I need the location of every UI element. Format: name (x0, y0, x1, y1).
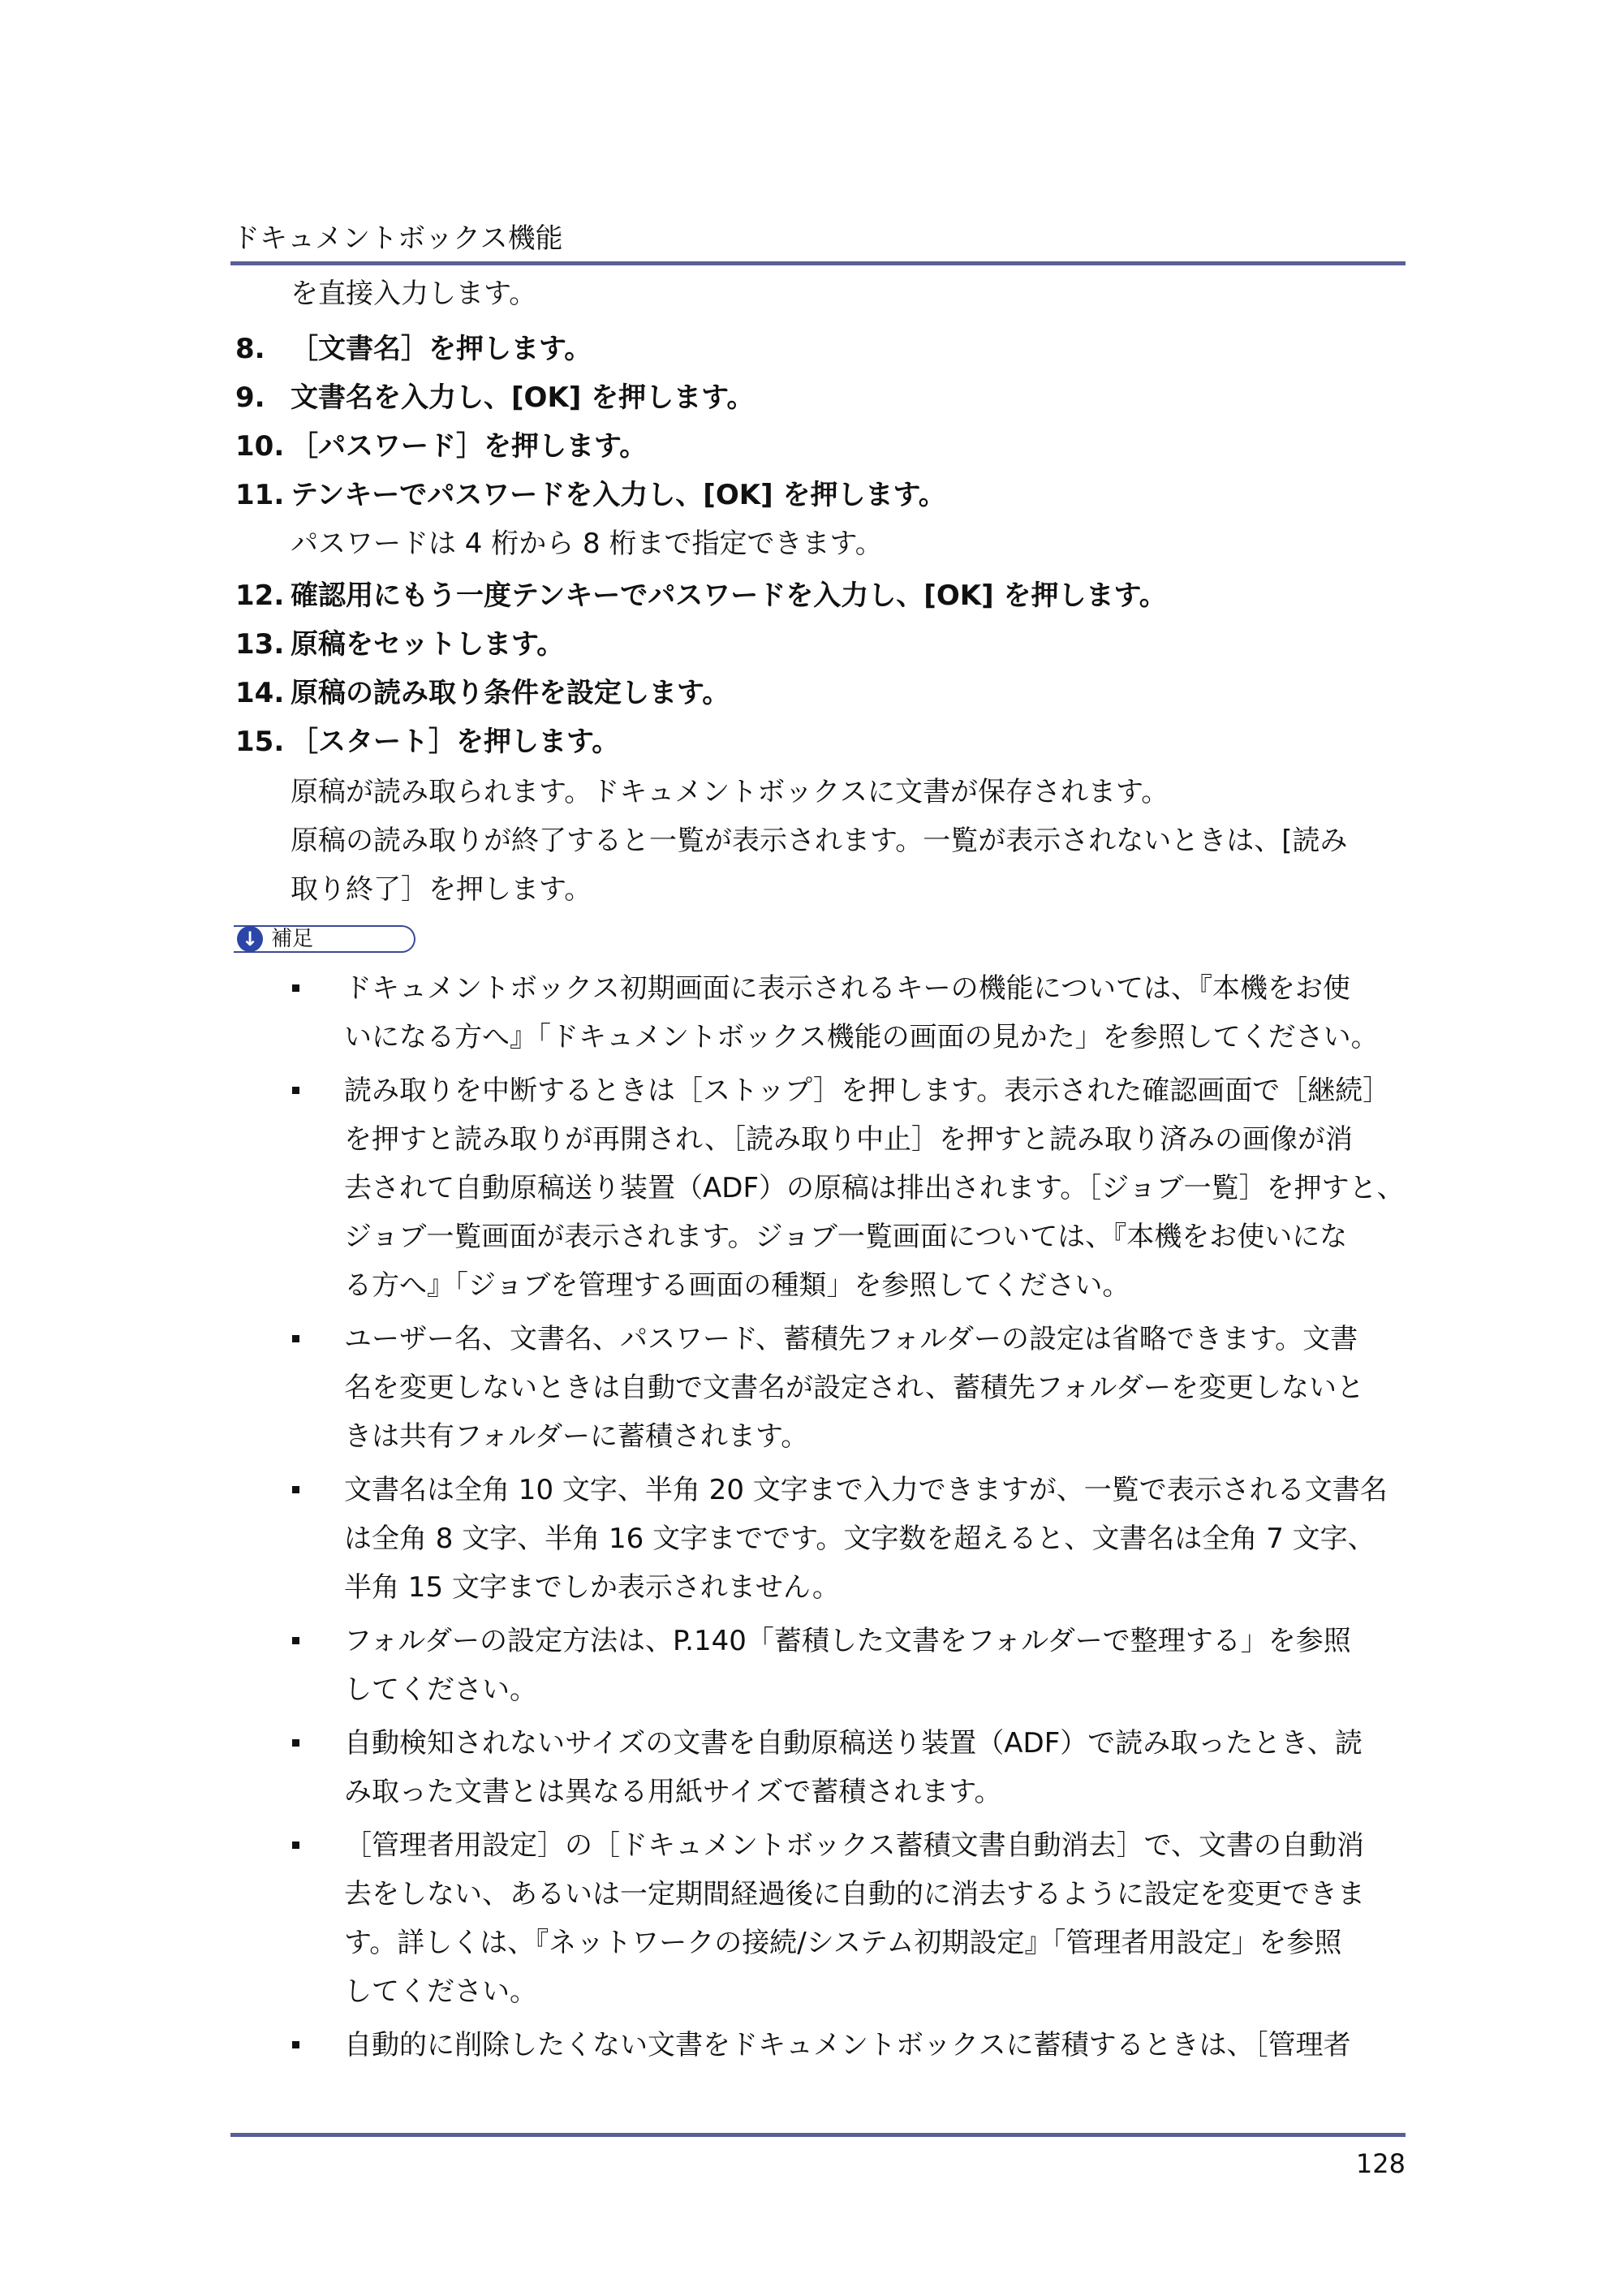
header-rule (230, 261, 1406, 265)
bullet-line: 読み取りを中断するときは［ストップ］を押します。表示された確認画面で［継続］ (344, 1075, 1391, 1107)
step-note: 取り終了］を押します。 (291, 873, 592, 906)
step-text: 原稿をセットします。 (291, 628, 565, 661)
step-number: 10. (235, 430, 285, 463)
bullet-marker (292, 1842, 299, 1849)
step-number: 15. (235, 726, 285, 758)
bullet-line: してください。 (344, 1975, 537, 2008)
bullet-line: 名を変更しないときは自動で文書名が設定され、蓄積先フォルダーを変更しないと (344, 1372, 1364, 1404)
bullet-marker (292, 1087, 299, 1094)
step-number: 13. (235, 628, 285, 661)
bullet-line: 半角 15 文字までしか表示されません。 (344, 1571, 840, 1604)
intro-line: を直接入力します。 (291, 278, 537, 310)
bullet-line: 去をしない、あるいは一定期間経過後に自動的に消去するように設定を変更できま (344, 1878, 1365, 1910)
bullet-line: フォルダーの設定方法は、P.140「蓄積した文書をフォルダーで整理する」を参照 (344, 1625, 1351, 1657)
step-text: 確認用にもう一度テンキーでパスワードを入力し、[OK] を押します。 (291, 579, 1167, 612)
bullet-line: ジョブ一覧画面が表示されます。ジョブ一覧画面については、『本機をお使いにな (344, 1221, 1348, 1253)
bullet-line: してください。 (344, 1674, 537, 1706)
step-text: ［文書名］を押します。 (291, 333, 592, 365)
bullet-line: ドキュメントボックス初期画面に表示されるキーの機能については、『本機をお使 (344, 972, 1350, 1005)
bullet-marker (292, 1739, 299, 1747)
bullet-marker (292, 1335, 299, 1342)
step-number: 8. (235, 333, 265, 365)
bullet-marker (292, 1637, 299, 1644)
bullet-line: 自動的に削除したくない文書をドキュメントボックスに蓄積するときは、［管理者 (344, 2029, 1351, 2061)
step-number: 11. (235, 479, 285, 511)
step-text: テンキーでパスワードを入力し、[OK] を押します。 (291, 479, 946, 511)
page-header-title: ドキュメントボックス機能 (232, 222, 563, 255)
bullet-marker (292, 1486, 299, 1493)
step-number: 9. (235, 381, 265, 414)
bullet-line: る方へ』「ジョブを管理する画面の種類」を参照してください。 (344, 1269, 1130, 1302)
step-number: 14. (235, 677, 285, 709)
step-text: 原稿の読み取り条件を設定します。 (291, 677, 730, 709)
bullet-line: ユーザー名、文書名、パスワード、蓄積先フォルダーの設定は省略できます。文書 (344, 1323, 1358, 1355)
bullet-marker (292, 984, 299, 992)
bullet-marker (292, 2041, 299, 2048)
bullet-line: ［管理者用設定］の［ドキュメントボックス蓄積文書自動消去］で、文書の自動消 (344, 1829, 1364, 1862)
arrow-down-icon: ↓ (237, 926, 263, 952)
step-number: 12. (235, 579, 285, 612)
step-note: 原稿が読み取られます。ドキュメントボックスに文書が保存されます。 (291, 776, 1169, 808)
step-note: パスワードは 4 桁から 8 桁まで指定できます。 (291, 528, 883, 560)
bullet-line: 去されて自動原稿送り装置（ADF）の原稿は排出されます。［ジョブ一覧］を押すと、 (344, 1172, 1405, 1204)
step-note: 原稿の読み取りが終了すると一覧が表示されます。一覧が表示されないときは、[読み (291, 825, 1348, 857)
bullet-line: を押すと読み取りが再開され、［読み取り中止］を押すと読み取り済みの画像が消 (344, 1123, 1354, 1156)
step-text: ［パスワード］を押します。 (291, 430, 648, 463)
bullet-line: す。詳しくは、『ネットワークの接続/システム初期設定』「管理者用設定」を参照 (344, 1927, 1342, 1959)
bullet-line: 自動検知されないサイズの文書を自動原稿送り装置（ADF）で読み取ったとき、読 (344, 1727, 1363, 1760)
page-number: 128 (1355, 2148, 1406, 2179)
bullet-line: は全角 8 文字、半角 16 文字までです。文字数を超えると、文書名は全角 7 文字、 (344, 1523, 1375, 1555)
footer-rule (230, 2133, 1406, 2137)
bullet-line: 文書名は全角 10 文字、半角 20 文字まで入力できますが、一覧で表示される文書名 (344, 1474, 1388, 1506)
bullet-line: きは共有フォルダーに蓄積されます。 (344, 1420, 809, 1453)
bullet-line: いになる方へ』「ドキュメントボックス機能の画面の見かた」を参照してください。 (344, 1021, 1379, 1053)
step-text: ［スタート］を押します。 (291, 726, 620, 758)
supplement-label: 補足 (271, 927, 314, 951)
bullet-line: み取った文書とは異なる用紙サイズで蓄積されます。 (344, 1776, 1002, 1808)
step-text: 文書名を入力し、[OK] を押します。 (291, 381, 755, 414)
